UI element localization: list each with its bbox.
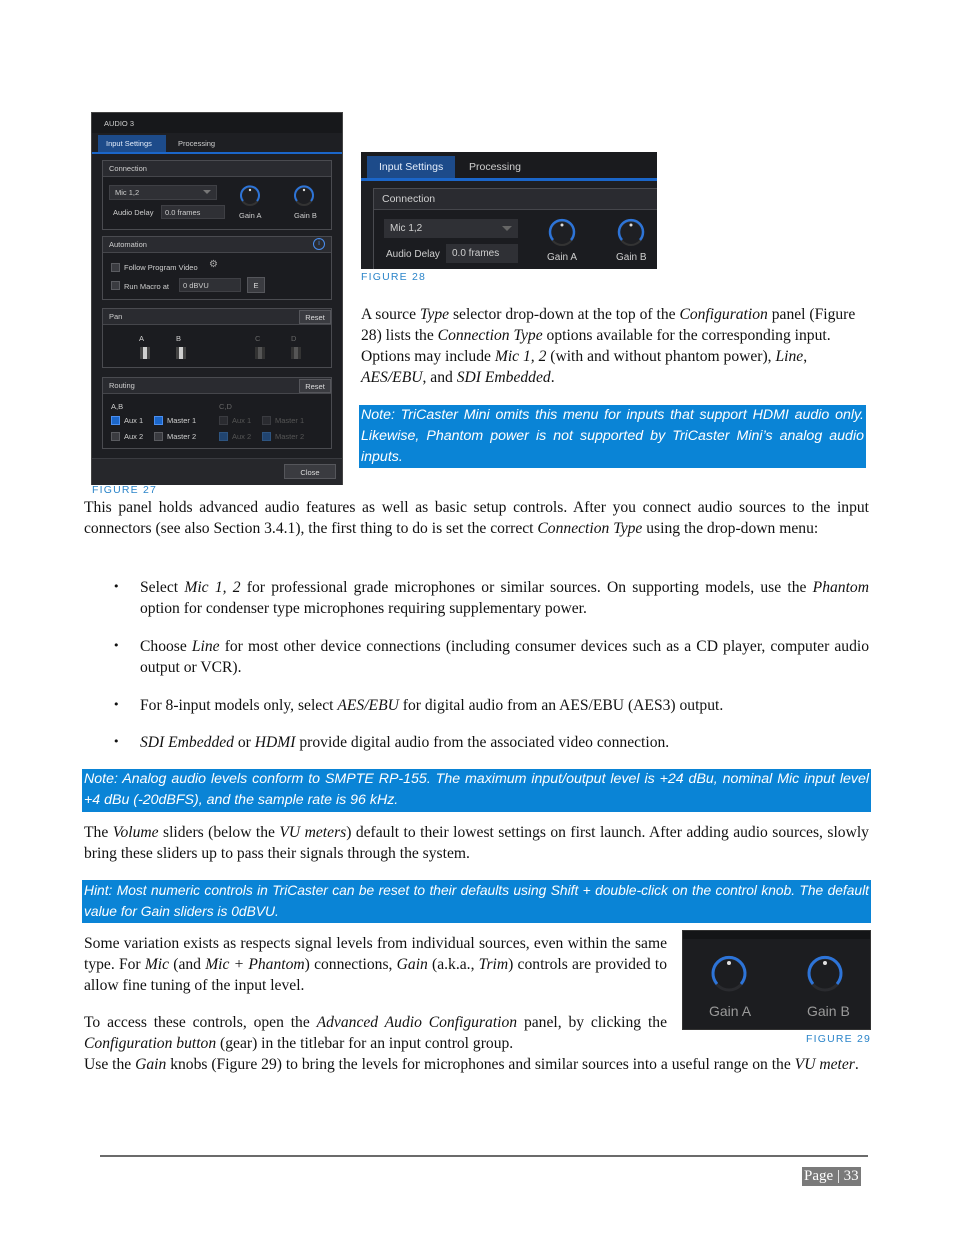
info-icon[interactable]: i bbox=[313, 238, 325, 250]
gain-a-knob-icon[interactable] bbox=[239, 185, 261, 207]
follow-program-label: Follow Program Video bbox=[124, 263, 198, 272]
macro-edit-button[interactable] bbox=[247, 277, 265, 293]
text-span: SDI Embedded bbox=[140, 734, 234, 751]
bullet-item-sdi bbox=[140, 732, 869, 753]
aux1-ab-label: Aux 1 bbox=[124, 416, 144, 425]
text-span: AES/EBU bbox=[361, 369, 423, 386]
audio-delay-value: 0.0 frames bbox=[165, 208, 201, 217]
pan-slider-b[interactable] bbox=[176, 347, 186, 359]
bullet-marker: • bbox=[113, 735, 120, 748]
aux1-cd-label: Aux 1 bbox=[232, 416, 252, 425]
routing-group-header bbox=[103, 378, 331, 394]
pan-channel-a-label: A bbox=[139, 334, 145, 343]
routing-cd-label: C,D bbox=[219, 402, 232, 411]
paragraph-gain-knobs bbox=[84, 1054, 869, 1075]
aux2-ab-checkbox[interactable] bbox=[111, 432, 120, 441]
bullet-item-mic bbox=[140, 577, 869, 619]
pan-slider-c[interactable] bbox=[255, 347, 265, 359]
text-span: Mic bbox=[144, 956, 170, 973]
pan-label: Pan bbox=[109, 312, 123, 321]
paragraph-access-controls bbox=[84, 1012, 667, 1054]
text-span: SDI Embedded bbox=[456, 369, 551, 386]
text-span: VU meters bbox=[279, 824, 347, 841]
master2-ab-label: Master 2 bbox=[167, 432, 197, 441]
gain-b-label: Gain B bbox=[294, 211, 317, 220]
tab-input-settings[interactable] bbox=[98, 135, 166, 152]
text-span: (a.k.a., bbox=[427, 956, 479, 973]
note-tricaster-mini: Note: TriCaster Mini omits this menu for inputs that support HDMI audio only. Likewise, Phantom power is not supported by TriCaster Mini’s analog audio inputs. bbox=[359, 405, 866, 468]
text-span: Mic + Phantom bbox=[205, 956, 305, 973]
text-span: (and bbox=[169, 956, 206, 973]
close-label: Close bbox=[300, 468, 320, 477]
text-span: using the drop-down menu: bbox=[642, 520, 819, 537]
bullet-item-line bbox=[140, 636, 869, 678]
routing-label: Routing bbox=[109, 381, 135, 390]
text-span: sliders (below the bbox=[158, 824, 280, 841]
text-span: ) controls are provided to allow fine tuning of the input level. bbox=[84, 956, 667, 994]
tab-processing-label: Processing bbox=[469, 161, 521, 173]
text-span: , and bbox=[422, 369, 457, 386]
text-span: Gain bbox=[396, 956, 428, 973]
connection-value: Mic 1,2 bbox=[390, 223, 423, 234]
gain-b-knob-icon[interactable] bbox=[293, 185, 315, 207]
close-button[interactable] bbox=[284, 464, 336, 479]
gain-a-label: Gain A bbox=[709, 1003, 752, 1019]
connection-type-dropdown[interactable] bbox=[109, 185, 217, 200]
gain-b-label: Gain B bbox=[807, 1003, 850, 1019]
automation-group-header bbox=[103, 237, 331, 253]
audio-delay-label: Audio Delay bbox=[113, 208, 154, 217]
connection-value: Mic 1,2 bbox=[115, 188, 140, 197]
audio-delay-field[interactable] bbox=[161, 205, 225, 219]
connection-group-header bbox=[103, 161, 331, 177]
tab-processing[interactable] bbox=[461, 156, 531, 178]
text-span: Some variation exists as respects signal levels from individual sources, even within the same type. For bbox=[84, 935, 667, 973]
macro-level-field[interactable] bbox=[179, 278, 241, 292]
master2-ab-checkbox[interactable] bbox=[154, 432, 163, 441]
hint-reset-controls: Hint: Most numeric controls in TriCaster can be reset to their defaults using Shift + double-click on the control knob. The default value for Gain sliders is 0dBVU. bbox=[82, 880, 871, 923]
figure-27-panel bbox=[91, 112, 343, 485]
aux2-ab-label: Aux 2 bbox=[124, 432, 144, 441]
gain-a-knob-icon[interactable] bbox=[547, 218, 577, 248]
text-span: ) default to their lowest settings on first launch. After adding audio sources, slowly bring these sliders up to pass their signals through the system. bbox=[84, 824, 869, 862]
pan-reset-button[interactable] bbox=[299, 310, 331, 324]
text-span: , bbox=[803, 348, 808, 365]
text-span: HDMI bbox=[254, 734, 296, 751]
text-span: . bbox=[550, 369, 555, 386]
figure-27-caption: FIGURE 27 bbox=[92, 484, 158, 496]
text-span: panel, by clicking the bbox=[517, 1014, 667, 1031]
automation-label: Automation bbox=[109, 240, 147, 249]
pan-channel-d-label: D bbox=[291, 334, 297, 343]
pan-slider-a[interactable] bbox=[140, 347, 150, 359]
tab-bar bbox=[92, 135, 342, 154]
automation-group bbox=[102, 236, 332, 300]
text-span: for professional grade microphones or similar sources. On supporting models, use the bbox=[240, 579, 813, 596]
text-span: Connection Type bbox=[537, 520, 643, 537]
text-span: AES/EBU bbox=[337, 697, 399, 714]
text-span: . bbox=[854, 1056, 859, 1073]
audio-delay-value: 0.0 frames bbox=[452, 248, 500, 259]
note-analog-levels: Note: Analog audio levels conform to SMPTE RP-155. The maximum input/output level is +24 dBu, nominal Mic input level +4 dBu (-20dBFS), and the sample rate is 96 kHz. bbox=[82, 769, 871, 812]
connection-group-header bbox=[374, 189, 657, 210]
figure-29-panel bbox=[682, 930, 871, 1030]
tab-input-settings-label: Input Settings bbox=[379, 161, 444, 173]
master1-cd-checkbox[interactable] bbox=[262, 416, 271, 425]
paragraph-source-type bbox=[361, 304, 869, 388]
connection-label: Connection bbox=[109, 164, 147, 173]
master2-cd-label: Master 2 bbox=[275, 432, 305, 441]
run-macro-checkbox[interactable] bbox=[111, 281, 120, 290]
audio-delay-field[interactable] bbox=[446, 244, 518, 263]
pan-reset-label: Reset bbox=[305, 313, 325, 322]
pan-group bbox=[102, 308, 332, 368]
routing-reset-label: Reset bbox=[305, 382, 325, 391]
follow-program-checkbox[interactable] bbox=[111, 263, 120, 272]
text-span: Gain bbox=[135, 1056, 167, 1073]
window-titlebar bbox=[92, 113, 342, 133]
text-span: Configuration bbox=[679, 306, 768, 323]
text-span: Connection Type bbox=[437, 327, 543, 344]
pan-channel-c-label: C bbox=[255, 334, 261, 343]
text-span: Configuration button bbox=[84, 1035, 217, 1052]
connection-type-dropdown[interactable] bbox=[384, 219, 518, 238]
gear-icon[interactable]: ⚙ bbox=[209, 259, 218, 270]
pan-slider-d[interactable] bbox=[291, 347, 301, 359]
figure-29-top-strip bbox=[683, 931, 870, 939]
connection-label: Connection bbox=[382, 193, 436, 205]
text-span: VU meter bbox=[794, 1056, 855, 1073]
bullet-item-aesebu bbox=[140, 695, 869, 716]
run-macro-label: Run Macro at bbox=[124, 282, 170, 291]
figure-29-caption: FIGURE 29 bbox=[806, 1033, 872, 1045]
chevron-down-icon bbox=[502, 226, 512, 231]
tab-bar bbox=[361, 152, 657, 181]
paragraph-panel-intro bbox=[84, 497, 869, 539]
gain-b-knob-icon[interactable] bbox=[804, 953, 846, 995]
text-span: ) connections, bbox=[304, 956, 397, 973]
text-span: Mic 1, 2 bbox=[184, 579, 241, 596]
master1-cd-label: Master 1 bbox=[275, 416, 305, 425]
text-span: panel (Figure 28) lists the bbox=[361, 306, 856, 344]
text-span: options available for the corresponding input. Options may include bbox=[361, 327, 831, 365]
master1-ab-checkbox[interactable] bbox=[154, 416, 163, 425]
aux2-cd-checkbox[interactable] bbox=[219, 432, 228, 441]
text-span: Line bbox=[775, 348, 804, 365]
connection-group bbox=[373, 188, 657, 269]
text-span: (with and without phantom power), bbox=[546, 348, 776, 365]
text-span: or bbox=[233, 734, 255, 751]
aux2-cd-label: Aux 2 bbox=[232, 432, 252, 441]
gain-b-knob-icon[interactable] bbox=[616, 218, 646, 248]
audio-delay-label: Audio Delay bbox=[386, 249, 440, 260]
tab-input-settings[interactable] bbox=[367, 156, 455, 178]
text-span: Trim bbox=[478, 956, 509, 973]
text-span: Line bbox=[191, 638, 220, 655]
paragraph-volume-sliders bbox=[84, 822, 869, 864]
pan-channel-b-label: B bbox=[176, 334, 182, 343]
connection-group bbox=[102, 160, 332, 230]
routing-group bbox=[102, 377, 332, 449]
text-span: Mic 1, 2 bbox=[494, 348, 547, 365]
routing-reset-button[interactable] bbox=[299, 379, 331, 393]
routing-ab-label: A,B bbox=[111, 402, 124, 411]
text-span: for digital audio from an AES/EBU (AES3) output. bbox=[398, 697, 724, 714]
gain-a-label: Gain A bbox=[547, 252, 578, 263]
page-number: Page | 33 bbox=[804, 1168, 859, 1184]
gain-a-knob-icon[interactable] bbox=[708, 953, 750, 995]
text-span: The bbox=[84, 824, 113, 841]
text-span: selector drop-down at the top of the bbox=[449, 306, 680, 323]
text-span: provide digital audio from the associated video connection. bbox=[295, 734, 670, 751]
tab-processing[interactable] bbox=[170, 135, 230, 152]
chevron-down-icon bbox=[203, 190, 211, 194]
text-span: knobs (Figure 29) to bring the levels for microphones and similar sources into a useful range on the bbox=[166, 1056, 795, 1073]
aux1-cd-checkbox[interactable] bbox=[219, 416, 228, 425]
aux1-ab-checkbox[interactable] bbox=[111, 416, 120, 425]
master1-ab-label: Master 1 bbox=[167, 416, 197, 425]
text-span: For 8-input models only, select bbox=[140, 697, 338, 714]
text-span: Choose bbox=[140, 638, 192, 655]
bullet-marker: • bbox=[113, 698, 120, 711]
paragraph-signal-variation bbox=[84, 933, 667, 996]
gain-a-label: Gain A bbox=[239, 211, 262, 220]
text-span: Advanced Audio Configuration bbox=[316, 1014, 518, 1031]
footer-rule bbox=[100, 1155, 868, 1157]
tab-processing-label: Processing bbox=[178, 139, 216, 148]
text-span: A source bbox=[361, 306, 420, 323]
master2-cd-checkbox[interactable] bbox=[262, 432, 271, 441]
macro-level-value: 0 dBVU bbox=[183, 281, 209, 290]
text-span: To access these controls, open the bbox=[84, 1014, 317, 1031]
text-span: Use the bbox=[84, 1056, 136, 1073]
bullet-marker: • bbox=[113, 639, 120, 652]
macro-edit-label: E bbox=[253, 281, 259, 290]
text-span: Phantom bbox=[812, 579, 869, 596]
tab-input-settings-label: Input Settings bbox=[106, 139, 152, 148]
figure-28-panel bbox=[361, 152, 657, 269]
pan-group-header bbox=[103, 309, 331, 325]
text-span: This panel holds advanced audio features as well as basic setup controls. After you connect audio sources to the input connectors (see also Section 3.4.1), the first thing to do is set the correct bbox=[84, 499, 869, 537]
text-span: option for condenser type microphones requiring supplementary power. bbox=[140, 600, 587, 617]
text-span: Select bbox=[140, 579, 185, 596]
gain-b-label: Gain B bbox=[616, 252, 647, 263]
figure-28-caption: FIGURE 28 bbox=[361, 271, 427, 283]
text-span: Type bbox=[419, 306, 450, 323]
bullet-marker: • bbox=[113, 580, 120, 593]
text-span: Volume bbox=[112, 824, 159, 841]
window-title: AUDIO 3 bbox=[104, 119, 135, 128]
text-span: for most other device connections (including consumer devices such as a CD player, computer audio output or VCR). bbox=[140, 638, 869, 676]
text-span: (gear) in the titlebar for an input control group. bbox=[216, 1035, 514, 1052]
dialog-footer bbox=[92, 458, 342, 485]
